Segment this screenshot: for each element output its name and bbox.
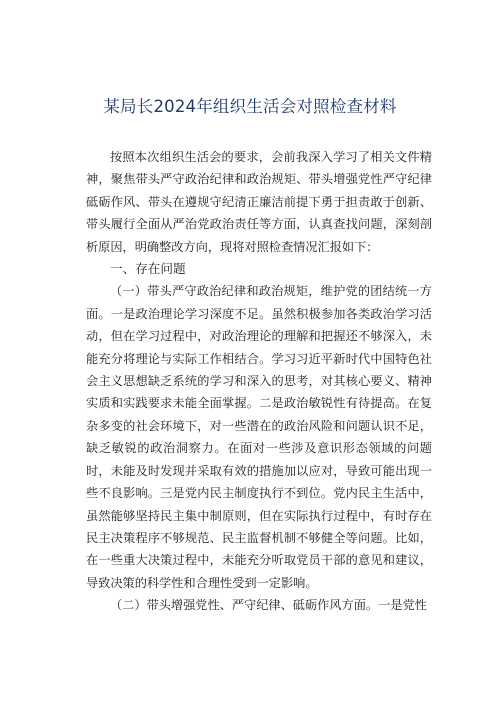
intro-paragraph: 按照本次组织生活会的要求，会前我深入学习了相关文件精神，聚焦带头严守政治纪律和政治规矩、带头增强党性严守纪律砥砺作风、带头在遵规守纪清正廉洁前提下勇于担责敢于创新、带头履行全面从严治党政治责任等方面，认真查找问题，深刻剖析原因，明确整改方向，现将对照检查情况汇报如下： [86, 150, 432, 254]
document-body [86, 146, 432, 617]
problem-item-2: （二）带头增强党性、严守纪律、砥砺作风方面。一是党性 [110, 598, 427, 613]
problem-item-1: （一）带头严守政治纪律和政治规矩，维护党的团结统一方面。一是政治理论学习深度不足。虽然积极参加各类政治学习活动，但在学习过程中，对政治理论的理解和把握还不够深入，未能充分将理论与实际工作相结合。学习习近平新时代中国特色社会主义思想缺乏系统的学习和深入的思考，对其核心要义、精神实质和实践要求未能全面掌握。二是政治敏锐性有待提高。在复杂多变的社会环境下，对一些潜在的政治风险和问题认识不足，缺乏敏锐的政治洞察力。在面对一些涉及意识形态领域的问题时，未能及时发现并采取有效的措施加以应对，导致可能出现一些不良影响。三是党内民主制度执行不到位。党内民主生活中，虽然能够坚持民主集中制原则，但在实际执行过程中，有时存在民主决策程序不够规范、民主监督机制不够健全等问题。比如，在一些重大决策过程中，未能充分听取党员干部的意见和建议，导致决策的科学性和合理性受到一定影响。 [86, 284, 432, 590]
section-heading-problems: 一、存在问题 [110, 261, 186, 277]
document-title: 某局长2024年组织生活会对照检查材料 [103, 97, 397, 116]
